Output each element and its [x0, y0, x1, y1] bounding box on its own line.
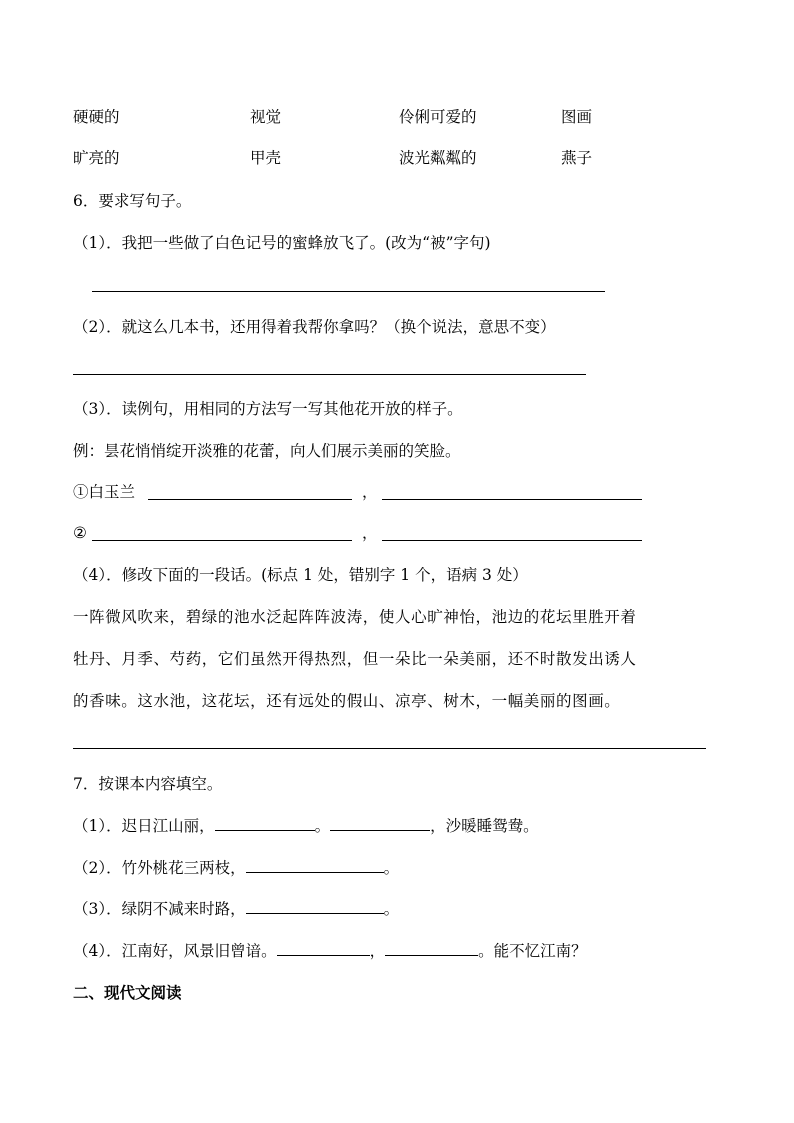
q7-line-2-a: （2）．竹外桃花三两枝，: [73, 859, 246, 877]
q7-blank-2[interactable]: [330, 816, 430, 831]
q7-line-2-b: 。: [383, 859, 400, 877]
q6-paragraph-line-1: 一阵微风吹来，碧绿的池水泛起阵阵波涛，使人心旷神怡，池边的花坛里胜开着: [73, 608, 637, 626]
q6-item-2: [73, 522, 87, 544]
q7-line-4-a: （4）．江南好，风景旧曾谙。: [73, 942, 277, 960]
q6-sub-3: （3）．读例句，用相同的方法写一写其他花开放的样子。: [73, 400, 463, 418]
q7-blank-6[interactable]: [385, 941, 478, 956]
answer-line-q6-3c[interactable]: [92, 540, 352, 541]
answer-line-q6-2[interactable]: [73, 374, 586, 375]
q6-item-2-comma: ，: [362, 524, 378, 542]
q6-item-1: [73, 481, 135, 503]
answer-line-q6-3b[interactable]: [382, 499, 642, 500]
q6-paragraph-line-3: 的香味。这水池，这花坛，还有远处的假山、凉亭、树木，一幅美丽的图画。: [73, 692, 621, 710]
answer-line-q6-4[interactable]: [73, 748, 706, 749]
answer-line-q6-3a[interactable]: [148, 499, 352, 500]
q6-item-1-comma: ，: [362, 483, 378, 501]
match-word-2-1: 旷亮的: [73, 149, 120, 167]
q6-example: 例：昙花悄悄绽开淡雅的花蕾，向人们展示美丽的笑脸。: [73, 442, 461, 460]
q7-line-4-b: ，: [369, 942, 386, 960]
q7-line-2: [73, 857, 399, 879]
q6-title: 6．要求写句子。: [73, 192, 192, 210]
q7-blank-4[interactable]: [246, 899, 384, 914]
q6-sub-2: （2）．就这么几本书，还用得着我帮你拿吗？（换个说法，意思不变）: [73, 318, 556, 336]
section-heading-modern-reading: 二、现代文阅读: [73, 984, 182, 1002]
q7-line-1-b: 。: [314, 817, 331, 835]
match-word-2-2: 甲壳: [250, 149, 282, 167]
q6-item-1-prefix: ①白玉兰: [73, 483, 136, 501]
match-word-2-3: 波光粼粼的: [399, 149, 477, 167]
q7-line-4-c: 。能不忆江南？: [478, 942, 587, 960]
q7-line-3-b: 。: [383, 900, 400, 918]
q7-blank-1[interactable]: [215, 816, 315, 831]
q7-line-1: [73, 815, 539, 837]
match-word-1-4: 图画: [561, 108, 593, 126]
q7-title: 7．按课本内容填空。: [73, 775, 223, 793]
match-word-1-1: 硬硬的: [73, 108, 120, 126]
q7-line-1-c: ，沙暖睡鸳鸯。: [430, 817, 539, 835]
q7-line-3-a: （3）．绿阴不减来时路，: [73, 900, 246, 918]
match-word-1-3: 伶俐可爱的: [399, 108, 477, 126]
q7-blank-3[interactable]: [246, 858, 384, 873]
q6-paragraph-line-2: 牡丹、月季、芍药，它们虽然开得热烈，但一朵比一朵美丽，还不时散发出诱人: [73, 650, 637, 668]
q7-line-3: [73, 898, 399, 920]
q6-item-2-prefix: ②: [73, 524, 87, 542]
match-word-1-2: 视觉: [250, 108, 282, 126]
q6-sub-4: （4）．修改下面的一段话。(标点 1 处，错别字 1 个，语病 3 处）: [73, 566, 528, 584]
answer-line-q6-3d[interactable]: [382, 540, 642, 541]
answer-line-q6-1[interactable]: [92, 291, 605, 292]
q6-sub-1: （1）．我把一些做了白色记号的蜜蜂放飞了。(改为“被”字句): [73, 234, 491, 252]
match-word-2-4: 燕子: [561, 149, 593, 167]
q7-blank-5[interactable]: [277, 941, 370, 956]
q7-line-1-a: （1）．迟日江山丽，: [73, 817, 215, 835]
q7-line-4: [73, 940, 587, 962]
